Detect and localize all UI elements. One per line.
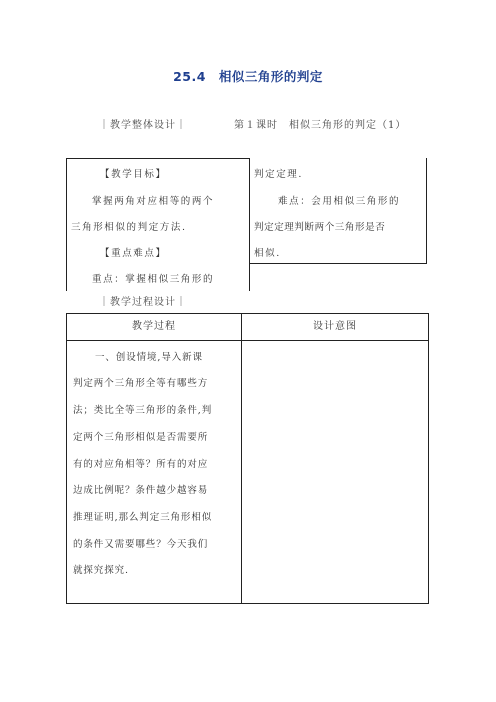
process-line: 的条件又需要哪些？今天我们 (73, 539, 209, 550)
section-header-process-design: ｜教学过程设计｜ (99, 297, 187, 308)
process-line: 法；类比全等三角形的条件,判 (73, 405, 213, 416)
difficult-point-text: 相似. (254, 248, 281, 259)
section-header-overall-design: ｜教学整体设计｜ (99, 120, 187, 131)
key-point-text: 重点：掌握相似三角形的 (92, 274, 215, 285)
table-row (67, 341, 429, 604)
process-line: 一、创设情境,导入新课 (95, 352, 203, 363)
difficult-point-text: 判定定理判断两个三角形是否 (254, 222, 386, 233)
key-point-continued: 判定定理. (254, 169, 304, 180)
difficult-point-text: 难点：会用相似三角形的 (278, 196, 401, 207)
process-line: 推理证明,那么判定三角形相似 (73, 512, 213, 523)
process-cell (67, 341, 242, 604)
goals-text-line: 掌握两角对应相等的两个 (92, 196, 215, 207)
design-intent-cell (242, 341, 429, 604)
column-header-design-intent: 设计意图 (242, 314, 429, 341)
process-line: 定两个三角形相似是否需要所 (73, 432, 209, 443)
column-header-process: 教学过程 (67, 314, 242, 341)
goals-text-line: 三角形相似的判定方法. (71, 222, 187, 233)
process-line: 边成比例呢？条件越少越容易 (73, 485, 209, 496)
process-line: 有的对应角相等？所有的对应 (73, 459, 209, 470)
process-table (66, 313, 429, 604)
lesson-title: 第１课时 相似三角形的判定（1） (234, 120, 407, 131)
table-header-row (67, 314, 429, 341)
key-difficult-points-heading: 【重点难点】 (100, 248, 167, 259)
teaching-goals-heading: 【教学目标】 (100, 169, 167, 180)
process-line: 就探究探究. (73, 565, 129, 576)
process-line: 判定两个三角形全等有哪些方 (73, 378, 209, 389)
document-title: 25.4 相似三角形的判定 (173, 69, 323, 84)
